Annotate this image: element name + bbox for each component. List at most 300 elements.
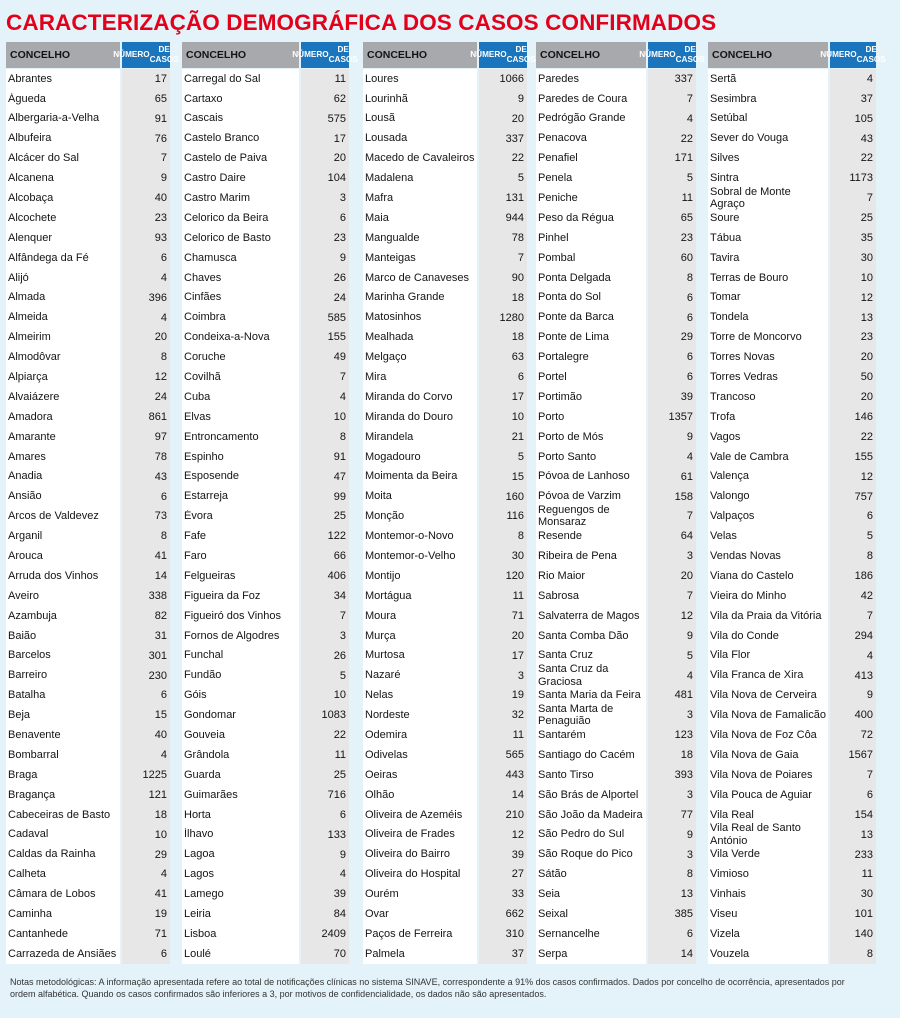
case-count: 7 [866,769,873,782]
case-count: 17 [511,649,524,662]
table-row [6,745,170,765]
concelho-name: Faro [184,550,207,563]
table-row [363,208,527,228]
table-row [6,149,170,169]
table-row [536,702,696,728]
case-count: 140 [854,928,873,941]
table-row [6,168,170,188]
table-row [708,566,876,586]
table-row [708,845,876,865]
table-row [6,487,170,507]
concelho-name: Coruche [184,351,226,364]
concelho-name: Ansião [8,490,42,503]
table-row [182,666,349,686]
case-count: 13 [860,311,873,324]
table-row [363,904,527,924]
case-count: 7 [339,371,346,384]
concelho-name: Alcobaça [8,192,54,205]
case-count: 400 [854,709,873,722]
concelho-name: Amares [8,450,46,463]
table-row [182,507,349,527]
table-row [363,785,527,805]
table-row [182,785,349,805]
case-count: 91 [154,112,167,125]
case-count: 7 [160,152,167,165]
concelho-name: Tomar [710,291,741,304]
case-count: 14 [154,570,167,583]
concelho-name: Lousada [365,132,408,145]
concelho-name: Oliveira de Frades [365,828,455,841]
table-row [536,765,696,785]
case-count: 6 [686,351,693,364]
header-numero-de-casos [820,42,886,68]
case-count: 481 [674,689,693,702]
concelho-name: Carrazeda de Ansiães [8,947,117,960]
table-row [182,407,349,427]
table-row [182,149,349,169]
case-count: 6 [339,808,346,821]
case-count: 78 [511,232,524,245]
concelho-name: Barreiro [8,669,48,682]
concelho-name: São João da Madeira [538,808,643,821]
case-count: 72 [860,729,873,742]
concelho-name: Vila Pouca de Aguiar [710,788,812,801]
table-row [363,89,527,109]
table-row [536,725,696,745]
table-row [6,646,170,666]
case-count: 10 [860,271,873,284]
table-row [536,288,696,308]
table-row [182,686,349,706]
case-count: 29 [154,848,167,861]
concelho-name: Chamusca [184,251,237,264]
case-count: 64 [680,530,693,543]
table-row [536,785,696,805]
table-row [363,427,527,447]
table-row [708,646,876,666]
cases-table-1 [6,42,179,964]
case-count: 20 [860,351,873,364]
case-count: 4 [339,868,346,881]
case-count: 71 [511,609,524,622]
concelho-name: Vila Nova de Poiares [710,768,813,781]
case-count: 5 [517,172,524,185]
table-row [182,865,349,885]
table-row [536,328,696,348]
table-row [182,168,349,188]
concelho-name: Góis [184,689,207,702]
concelho-name: Tondela [710,311,749,324]
concelho-name: Resende [538,530,583,543]
table-row [708,129,876,149]
case-count: 4 [686,450,693,463]
case-count: 5 [517,450,524,463]
table-row [363,228,527,248]
table-row [182,586,349,606]
table-row [708,347,876,367]
table-row [6,884,170,904]
concelho-name: Madalena [365,172,414,185]
concelho-name: Vila Nova de Famalicão [710,709,826,722]
case-count: 413 [854,669,873,682]
table-row [363,745,527,765]
case-count: 25 [333,510,346,523]
case-count: 5 [686,172,693,185]
case-count: 21 [511,430,524,443]
table-row [708,308,876,328]
table-row [363,129,527,149]
case-count: 8 [866,550,873,563]
table-row [6,725,170,745]
case-count: 122 [327,530,346,543]
concelho-name: Velas [710,530,737,543]
case-count: 3 [339,192,346,205]
case-count: 20 [511,112,524,125]
concelho-name: Espinho [184,450,224,463]
concelho-name: Vila Real [710,808,754,821]
concelho-name: Lagoa [184,848,215,861]
table-row [6,765,170,785]
concelho-name: Arganil [8,530,43,543]
concelho-name: Póvoa de Varzim [538,490,621,503]
concelho-name: Estarreja [184,490,229,503]
concelho-name: Mirandela [365,430,414,443]
table-row [6,248,170,268]
case-count: 11 [512,590,524,603]
table-row [182,129,349,149]
case-count: 41 [154,550,167,563]
concelho-name: Castro Marim [184,192,251,205]
case-count: 6 [686,291,693,304]
case-count: 61 [680,470,693,483]
case-count: 41 [154,888,167,901]
concelho-name: Peso da Régua [538,211,614,224]
concelho-name: Macedo de Cavaleiros [365,152,475,165]
concelho-name: Bombarral [8,748,59,761]
case-count: 25 [860,212,873,225]
case-count: 15 [154,709,167,722]
table-row [182,467,349,487]
case-count: 37 [511,948,524,961]
concelho-name: Alpiarça [8,371,48,384]
case-count: 6 [686,371,693,384]
concelho-name: Vila Nova de Gaia [710,748,799,761]
case-count: 7 [866,609,873,622]
table-row [6,69,170,89]
table-row [6,347,170,367]
header-numero-line2: DE CASOS [856,44,886,64]
case-count: 93 [154,232,167,245]
table-row [363,586,527,606]
table-row [363,347,527,367]
concelho-name: Coimbra [184,311,226,324]
table-row [363,188,527,208]
concelho-name: Lagos [184,868,214,881]
table-row [708,606,876,626]
table-row [6,507,170,527]
case-count: 63 [511,351,524,364]
case-count: 8 [686,271,693,284]
table-row [363,805,527,825]
table-row [708,904,876,924]
table-row [6,407,170,427]
table-row [6,188,170,208]
table-row [708,686,876,706]
table-row [6,387,170,407]
case-count: 10 [154,828,167,841]
case-count: 8 [339,430,346,443]
table-row [6,208,170,228]
case-count: 1280 [499,311,524,324]
table-row [536,188,696,208]
table-row [536,129,696,149]
header-numero-de-casos [470,42,536,68]
case-count: 17 [333,132,346,145]
concelho-name: Torres Vedras [710,371,778,384]
case-count: 8 [160,530,167,543]
table-row [536,89,696,109]
case-count: 43 [154,470,167,483]
concelho-name: Cinfães [184,291,222,304]
case-count: 18 [680,749,693,762]
case-count: 8 [160,351,167,364]
table-row [708,865,876,885]
concelho-name: Silves [710,152,740,165]
concelho-name: Cascais [184,112,224,125]
concelho-name: Vila Nova de Foz Côa [710,729,817,742]
concelho-name: Santo Tirso [538,768,594,781]
table-row [708,944,876,964]
table-row [182,646,349,666]
case-count: 310 [505,928,524,941]
case-count: 29 [680,331,693,344]
concelho-name: Vagos [710,430,741,443]
concelho-name: Sernancelhe [538,927,600,940]
case-count: 22 [860,152,873,165]
case-count: 171 [674,152,693,165]
concelho-name: Oliveira do Bairro [365,848,450,861]
concelho-name: Fundão [184,669,222,682]
case-count: 6 [866,788,873,801]
table-row [708,884,876,904]
header-numero-line1: NÚMERO [470,49,507,59]
footnote: Notas metodológicas: A informação apresentada refere ao total de notificações clínicas no sistema SINAVE, correspondente a 91% dos casos confirmados. Dados por concelho de ocorrência, apresentados por ordem alfabética. Quando os casos confirmados são inferiores a 3, por motivos de confidencialidade, os dados não são apresentados. [10,977,845,999]
case-count: 9 [339,251,346,264]
case-count: 155 [327,331,346,344]
case-count: 26 [333,271,346,284]
case-count: 33 [511,888,524,901]
concelho-name: Ovar [365,908,389,921]
case-count: 10 [333,411,346,424]
concelho-name: Guarda [184,768,221,781]
case-count: 32 [511,709,524,722]
case-count: 6 [866,510,873,523]
concelho-name: Sabrosa [538,589,579,602]
table-row [708,387,876,407]
case-count: 20 [860,391,873,404]
case-count: 18 [154,808,167,821]
concelho-name: Celorico de Basto [184,231,271,244]
case-count: 3 [686,709,693,722]
case-count: 18 [511,291,524,304]
case-count: 4 [686,112,693,125]
table-row [363,367,527,387]
header-numero-de-casos [639,42,705,68]
case-count: 17 [511,391,524,404]
table-row [536,308,696,328]
table-row [363,467,527,487]
table-row [536,904,696,924]
table-row [182,765,349,785]
table-row [363,606,527,626]
table-row [708,208,876,228]
case-count: 22 [511,152,524,165]
case-count: 9 [517,92,524,105]
table-row [536,606,696,626]
table-row [6,944,170,964]
concelho-name: Fornos de Algodres [184,629,280,642]
case-count: 7 [686,590,693,603]
concelho-name: Arcos de Valdevez [8,510,99,523]
concelho-name: Sesimbra [710,92,757,105]
header-concelho: CONCELHO [182,42,299,68]
table-row [708,785,876,805]
table-rows [182,69,349,964]
case-count: 8 [686,868,693,881]
concelho-name: Sintra [710,172,739,185]
case-count: 19 [154,908,167,921]
case-count: 1083 [321,709,346,722]
header-numero-line2: DE CASOS [675,44,705,64]
table-row [182,924,349,944]
concelho-name: Arruda dos Vinhos [8,569,99,582]
concelho-name: Terras de Bouro [710,271,789,284]
case-count: 301 [148,649,167,662]
table-row [708,467,876,487]
concelho-name: Lisboa [184,927,217,940]
concelho-name: Montemor-o-Velho [365,550,456,563]
concelho-name: Gondomar [184,709,236,722]
concelho-name: Grândola [184,748,230,761]
case-count: 12 [860,291,873,304]
concelho-name: Setúbal [710,112,748,125]
table-row [182,825,349,845]
case-count: 6 [160,251,167,264]
table-row [708,546,876,566]
case-count: 13 [680,888,693,901]
concelho-name: Nazaré [365,669,401,682]
case-count: 20 [680,570,693,583]
case-count: 9 [160,172,167,185]
case-count: 155 [854,450,873,463]
case-count: 4 [160,311,167,324]
concelho-name: Câmara de Lobos [8,888,96,901]
concelho-name: Mangualde [365,231,420,244]
case-count: 30 [511,550,524,563]
concelho-name: Arouca [8,550,43,563]
concelho-name: Funchal [184,649,224,662]
concelho-name: Figueiró dos Vinhos [184,609,282,622]
concelho-name: Ílhavo [184,828,214,841]
table-row [708,705,876,725]
case-count: 47 [333,470,346,483]
concelho-name: Viana do Castelo [710,569,794,582]
concelho-name: Alenquer [8,231,53,244]
case-count: 4 [160,749,167,762]
concelho-name: Marco de Canaveses [365,271,469,284]
concelho-name: Vila da Praia da Vitória [710,609,822,622]
case-count: 6 [160,689,167,702]
concelho-name: Palmela [365,947,405,960]
concelho-name: Alfândega da Fé [8,251,89,264]
table-row [536,503,696,529]
concelho-name: Sertã [710,72,737,85]
concelho-name: Trancoso [710,390,756,403]
case-count: 6 [339,212,346,225]
table-row [6,785,170,805]
table-row [363,407,527,427]
table-row [363,447,527,467]
table-row [708,586,876,606]
case-count: 62 [333,92,346,105]
case-count: 9 [339,848,346,861]
table-row [6,268,170,288]
concelho-name: Marinha Grande [365,291,445,304]
table-row [6,546,170,566]
concelho-name: Portimão [538,390,583,403]
concelho-name: Alvaiázere [8,390,60,403]
table-row [182,606,349,626]
case-count: 9 [686,828,693,841]
case-count: 11 [334,72,346,85]
concelho-name: Paredes [538,72,579,85]
case-count: 65 [680,212,693,225]
concelho-name: Santa Cruz da Graciosa [538,663,609,688]
concelho-name: Chaves [184,271,222,284]
table-row [536,248,696,268]
table-row [6,109,170,129]
concelho-name: Entroncamento [184,430,259,443]
concelho-name: Penafiel [538,152,578,165]
concelho-name: Caldas da Rainha [8,848,96,861]
concelho-name: Moura [365,609,397,622]
cases-table-3 [363,42,536,964]
concelho-name: Guimarães [184,788,238,801]
case-count: 662 [505,908,524,921]
header-concelho: CONCELHO [363,42,477,68]
concelho-name: Gouveia [184,729,225,742]
table-row [182,725,349,745]
case-count: 24 [154,391,167,404]
case-count: 50 [860,371,873,384]
concelho-name: Nordeste [365,709,410,722]
case-count: 154 [854,808,873,821]
case-count: 24 [333,291,346,304]
concelho-name: Cartaxo [184,92,223,105]
table-row [6,686,170,706]
case-count: 575 [327,112,346,125]
concelho-name: Vendas Novas [710,550,781,563]
header-numero-line2: DE CASOS [506,44,536,64]
case-count: 39 [680,391,693,404]
case-count: 338 [148,590,167,603]
concelho-name: Barcelos [8,649,51,662]
concelho-name: Évora [184,510,213,523]
concelho-name: Ponte de Lima [538,331,609,344]
concelho-name: Pedrógão Grande [538,112,626,125]
header-concelho: CONCELHO [708,42,828,68]
case-count: 19 [511,689,524,702]
